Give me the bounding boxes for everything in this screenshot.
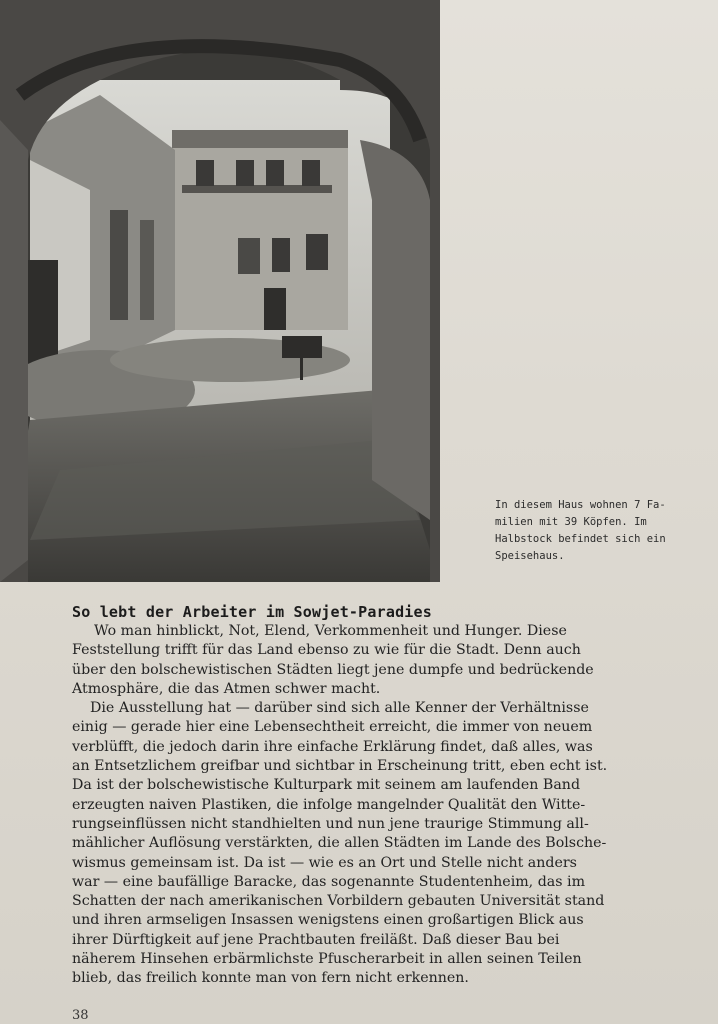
photo-caption [495,497,695,565]
text-line: Feststellung trifft für das Land ebenso zu wie für die Stadt. Denn auch [72,642,581,659]
text-line: über den bolschewistischen Städten liegt jene dumpfe und bedrückende [72,661,594,678]
article-body [72,622,712,989]
article-heading: So lebt der Arbeiter im Sowjet-Paradies [72,603,432,621]
caption-line: Halbstock befindet sich ein [495,533,666,545]
text-line: Da ist der bolschewistische Kulturpark mit seinem am laufenden Band [72,777,581,794]
caption-line: Speisehaus. [495,550,565,562]
text-line: an Entsetzlichem greifbar und sichtbar in Erscheinung tritt, eben echt ist. [72,758,608,775]
text-line: näherem Hinsehen erbärmlichste Pfuscherarbeit in allen seinen Teilen [72,951,582,968]
text-line: und ihren armseligen Insassen wenigstens einen großartigen Blick aus [72,912,584,929]
courtyard-photo [0,0,440,582]
text-line: Schatten der nach amerikanischen Vorbildern gebauten Universität stand [72,893,605,910]
text-line: rungseinflüssen nicht standhielten und nun jene traurige Stimmung all- [72,815,589,832]
caption-line: milien mit 39 Köpfen. Im [495,516,647,528]
text-line: wismus gemeinsam ist. Da ist — wie es an Ort und Stelle nicht anders [72,854,577,871]
text-line: mählicher Auflösung verstärkten, die allen Städten im Lande des Bolsche- [72,835,607,852]
text-line: ihrer Dürftigkeit auf jene Prachtbauten freiläßt. Daß dieser Bau bei [72,931,560,948]
caption-line: In diesem Haus wohnen 7 Fa- [495,499,666,511]
text-line: erzeugten naiven Plastiken, die infolge mangelnder Qualität den Witte- [72,796,586,813]
text-line: Wo man hinblickt, Not, Elend, Verkommenheit und Hunger. Diese [94,623,567,639]
text-line: Die Ausstellung hat — darüber sind sich alle Kenner der Verhältnisse [90,700,589,717]
text-line: einig — gerade hier eine Lebensechtheit erreicht, die immer von neuem [72,719,593,736]
text-line: war — eine baufällige Baracke, das sogenannte Studentenheim, das im [72,873,586,890]
text-line: Atmosphäre, die das Atmen schwer macht. [72,680,381,697]
text-line: blieb, das freilich konnte man von fern nicht erkennen. [72,970,469,987]
text-line: verblüfft, die jedoch darin ihre einfache Erklärung findet, daß alles, was [72,738,593,755]
page-number: 38 [72,1008,89,1023]
